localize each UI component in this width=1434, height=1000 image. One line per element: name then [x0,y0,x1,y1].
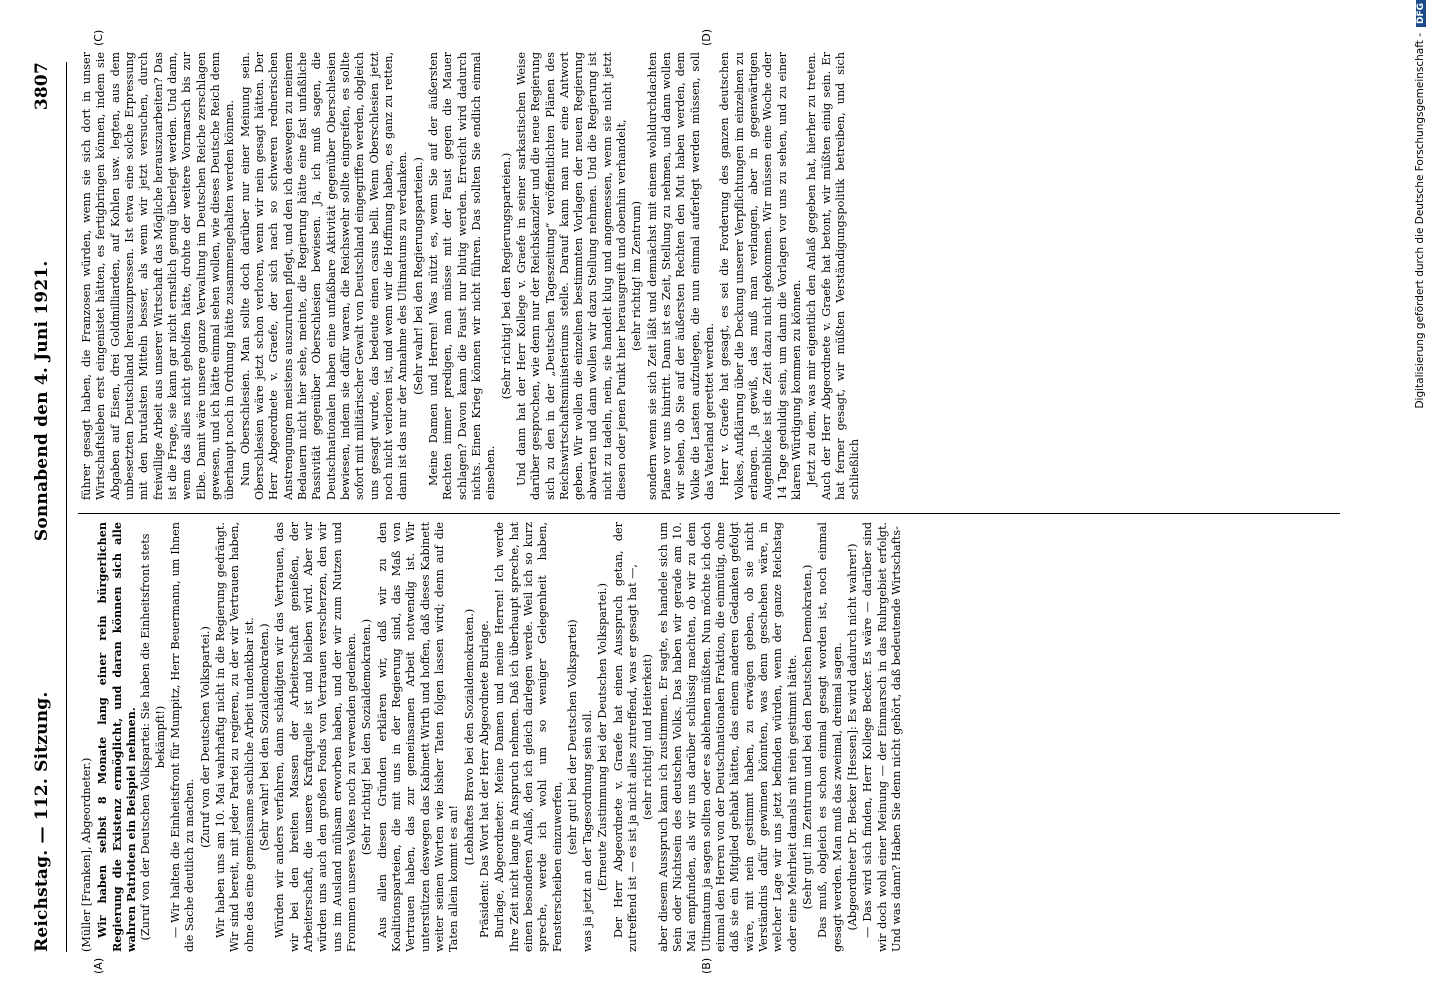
interjection: (sehr richtig! im Zentrum) [630,201,644,351]
rotated-page-content [0,22,1370,978]
margin-marker-a: (A) [92,957,105,974]
paragraph: was ja jetzt an der Tagesordnung sein soll. [581,709,595,952]
interjection: (Erneute Zustimmung bei der Deutschen Volkspartei.) [596,583,610,891]
credit-text: Digitalisierung gefördert durch die Deutsche Forschungsgemeinschaft - [1414,33,1426,409]
interjection: (Zuruf von der Deutschen Volkspartei.) [198,626,212,848]
paragraph: Herr v. Graefe hat gesagt, es sei die Forderung des ganzen deutschen Volkes, Aufklärung über die Deckung unserer Verpflichtungen im einzelnen zu erlangen. Ja gewiß, das muß man verlangen, aber in gegenwärtigen Augenblicke ist die Zeit dazu nicht gekommen. Wir müssen eine Woche oder 14 Tage geduldig sein, um dann die Vorlagen vor uns zu sehen, und zu einer klaren Würdigung kommen zu können. [718,52,804,500]
interjection: (sehr gut! bei der Deutschen Volkspartei) [565,619,579,855]
column-divider [78,513,1340,514]
paragraph: Würden wir anders verfahren, dann schädigten wir das Vertrauen, das wir bei den breiten Massen der Arbeiterschaft genießen, der Arbeiterschaft, die unsere Kraftquelle ist und bleiben wird. Aber wir würden uns auch den großen Fonds von Vertrauen verscherzen, den wir uns im Ausland mühsam erworben haben, und der wir zum Nutzen und Frommen unseres Volkes noch zu verwenden gedenken. [273,522,358,952]
interjection: (Sehr wahr! bei den Regierungsparteien.) [411,157,425,395]
speaker-paragraph: Burlage, Abgeordneter: Meine Damen und meine Herren! Ich werde Ihre Zeit nicht lange in Anspruch nehmen. Daß ich überhaupt spreche, hat einen besonderen Anlaß, den ich gleich darlegen werde. Weil ich so kurz spreche, werde ich wohl um so weniger Gelegenheit haben, Fensterscheiben einzuwerfen, [493,522,564,952]
interjection: (Lebhaftes Bravo bei den Sozialdemokraten.) [462,608,476,866]
interjection: (Zuruf von der Deutschen Volkspartei: Sie haben die Einheitsfront stets bekämpft!) [139,533,167,941]
header-rule [66,62,67,952]
interjection: (Sehr gut! im Zentrum und bei den Deutschen Demokraten.) [801,564,815,910]
header-date: Sonnabend den 4. Juni 1921. [32,260,52,542]
paragraph: — Wir halten die Einheitsfront für Mumpitz, Herr Beuermann, um Ihnen die Sache deutlich zu machen. [168,522,197,952]
interjection: (Abgeordneter Dr. Becker [Hessen]: Es wird dadurch nicht wahrer!) [846,543,860,931]
digitization-credit [1414,0,1430,1000]
margin-marker-c: (C) [92,29,105,46]
paragraph: Nun Oberschlesien. Man sollte doch darüber nur einer Meinung sein. Oberschlesien wäre jetzt schon verloren, wenn wir nein gesagt hätten. Der Herr Abgeordnete v. Graefe, der sich nach so schweren rednerischen Anstrengungen meistens auszuruhen pflegt, und den ich deswegen zu meinem Bedauern nicht hier sehe, meinte, die Regierung hätte eine fast unfaßliche Passivität gegenüber Oberschlesien bewiesen. Ja, ich muß sagen, die Deutschnationalen haben eine unfaßbare Aktivität gegenüber Oberschlesien bewiesen, indem sie dafür waren, die Reichswehr sollte eingreifen, es sollte sofort mit militärischer Gewalt von Deutschland eingegriffen werden, obgleich uns gesagt wurde, das bedeute einen casus belli. Wenn Oberschlesien jetzt noch nicht verloren ist, und wenn wir die Hoffnung haben, es ganz zu retten, dann ist das nur der Annahme des Ultimatums zu verdanken. [238,52,410,500]
paragraph: aber diesem Ausspruch kann ich zustimmen. Er sagte, es handele sich um Sein oder Nichtsein des deutschen Volks. Das haben wir gerade am 10. Mai empfunden, als wir uns darüber schlüssig machten, ob wir zu dem Ultimatum ja sagen sollten oder es ablehnen müßten. Nun möchte ich doch einmal den Herren von der Deutschnationalen Fraktion, die einmütig, ohne daß sie ein Mitglied gehabt hätten, das einem anderen Gedanken gefolgt wäre, mit nein gestimmt haben, zu erwägen geben, ob sie nicht Verständnis dafür gewinnen könnten, was denn geschehen wäre, in welcher Lage wir uns jetzt befinden würden, wenn der ganze Reichstag oder eine Mehrheit damals mit nein gestimmt hätte. [656,522,799,952]
header-session: Reichstag. — 112. Sitzung. [32,691,52,952]
paragraph: Der Herr Abgeordnete v. Graefe hat einen Ausspruch getan, der zutreffend ist — es ist ja nicht alles zutreffend, was er gesagt hat —, [611,522,640,952]
paragraph: Das muß, obgleich es schon einmal gesagt worden ist, noch einmal gesagt werden. Man muß das zweimal, dreimal sagen. [816,522,844,952]
paragraph: Wir haben uns am 10. Mai wahrhaftig nicht in die Regierung gedrängt. Wir sind bereit, mit jeder Partei zu regieren, zu der wir Vertrauen haben, ohne das eine gemeinsame sachliche Arbeit undenkbar ist. [213,522,256,952]
interjection: (Sehr richtig! bei den Regierungsparteien.) [499,152,513,400]
interjection: (Sehr richtig! bei den Sozialdemokraten.) [360,618,374,856]
paragraph: Meine Damen und Herren! Was nützt es, wenn Sie auf der äußersten Rechten immer predigen, man müsse mit der Faust gegen die Mauer schlagen? Davon kann die Faust nur blutig werden. Erreicht wird dadurch nichts. Einen Krieg können wir nicht führen. Das sollten Sie endlich einmal einsehen. [426,52,498,500]
paragraph: Wir haben selbst 8 Monate lang einer rein bürgerlichen Regierung die Existenz ermöglicht, und daran können sich alle wahren Patrioten ein Beispiel nehmen. [95,522,138,952]
margin-marker-b: (B) [700,957,713,974]
paragraph: Und dann hat der Herr Kollege v. Graefe in seiner sarkastischen Weise darüber gesprochen, wie denn nur der Reichskanzler und die neue Regierung sich zu den in der „Deutschen Tageszeitung“ veröffentlichten Plänen des Reichswirtschaftsministeriums stelle. Darauf kann man nur eine Antwort geben. Wir wollen die einzelnen bestimmten Vorlagen der neuen Regierung abwarten und dann wollen wir dazu Stellung nehmen. Und die Regierung ist nicht zu tadeln, nein, sie handelt klug und angemessen, wenn sie nicht jetzt diesen oder jenen Punkt hier herausgreift und obenhin verhandelt, [514,52,629,500]
text-column-left [80,522,1338,952]
paragraph: Aus allen diesen Gründen erklären wir, daß wir zu den Koalitionsparteien, die mit uns in der Regierung sind, das Maß von Vertrauen haben, das zur gemeinsamen Arbeit notwendig ist. Wir unterstützen deswegen das Kabinett Wirth und hoffen, daß dieses Kabinett weiter seinen Worten wie bisher Taten folgen lassen wird; denn auf die Taten allein kommt es an! [375,522,461,952]
paragraph: führer gesagt haben, die Franzosen würden, wenn sie sich dort in unser Wirtschaftsleben erst eingenistet hätten, es fertigbringen können, indem sie Abgaben auf Eisen, drei Goldmilliarden, auf Kohlen usw. legten, aus dem unbesetzten Deutschland herauszupressen. Ist etwa eine solche Erpressung mit den brutalsten Mitteln besser, als wenn wir jetzt versuchen, durch freiwillige Arbeit aus unserer Wirtschaft das Mögliche herauszuarbeiten? Das ist die Frage, sie kann gar nicht ernstlich genug überlegt werden. Und dann, wenn das alles nicht geholfen hätte, drohte der weitere Vormarsch bis zur Elbe. Damit wäre unsere ganze Verwaltung im Deutschen Reiche zerschlagen gewesen, und ich hätte einmal sehen wollen, wie dieses Deutsche Reich denn überhaupt noch in Ordnung hätte zusammengehalten werden können. [80,52,237,500]
dfg-logo: DFG [1416,0,1426,27]
text-column-right [80,52,1338,500]
page-header [32,62,62,952]
paragraph: — Das wird sich finden, Herr Kollege Becker. Es wäre — darüber sind wir doch wohl einer Meinung — der Einmarsch in das Ruhrgebiet erfolgt. Und was dann? Haben Sie denn nicht gehört, daß bedeutende Wirtschafts- [861,522,904,952]
paragraph: sondern wenn sie sich Zeit läßt und demnächst mit einem wohldurchdachten Plane vor uns hintritt. Dann ist es Zeit, Stellung zu nehmen, und dann wollen wir sehen, ob Sie auf der äußersten Rechten den Mut haben werden, dem Volke die Lasten aufzulegen, die nun einmal auferlegt werden müssen, soll das Vaterland gerettet werden. [645,52,717,500]
paragraph: (Müller [Franken], Abgeordneter.) [80,757,93,952]
speaker-paragraph: Präsident: Das Wort hat der Herr Abgeordnete Burlage. [477,620,491,938]
paragraph: Jetzt zu dem, was mir eigentlich den Anlaß gegeben hat, hierher zu treten. Auch der Herr Abgeordnete v. Graefe hat betont, wir müßten einig sein. Er hat ferner gesagt, wir müßten Verständigungspolitik betreiben, und sich schließlich [805,52,862,500]
page-number: 3807 [32,62,52,111]
margin-marker-d: (D) [700,28,713,46]
interjection: (sehr richtig! und Heiterkeit) [641,654,655,820]
interjection: (Sehr wahr! bei den Sozialdemokraten.) [257,623,271,851]
